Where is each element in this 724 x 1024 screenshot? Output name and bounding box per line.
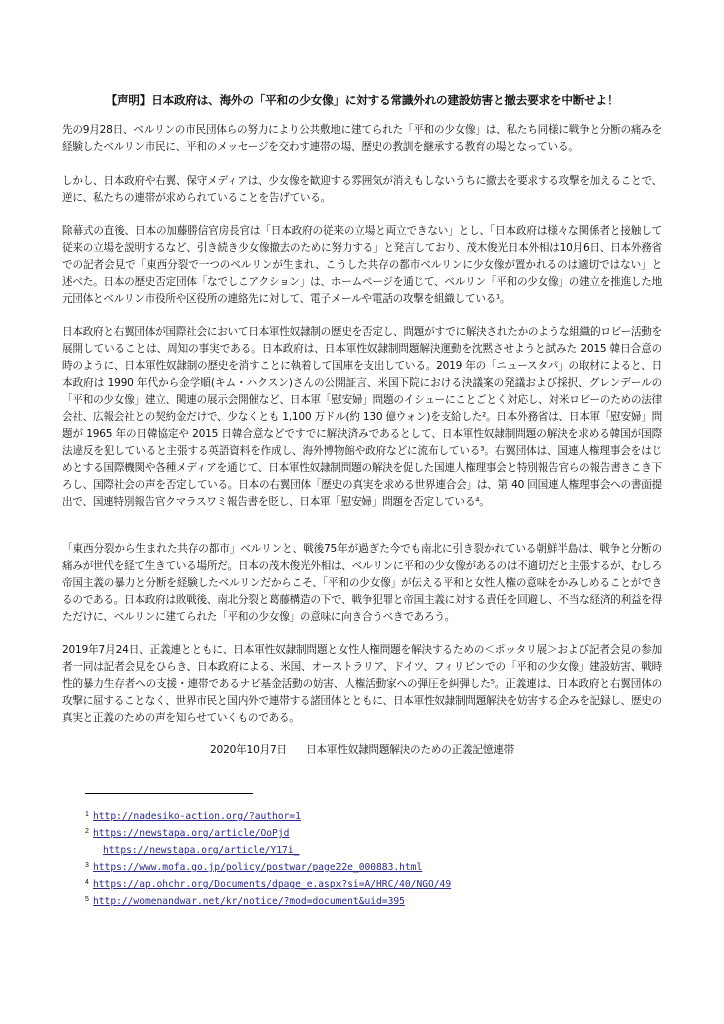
footnote-link[interactable]: https://ap.ohchr.org/Documents/dpage_e.aspx?si=A/HRC/40/NGO/49 [93, 879, 452, 890]
closing-date: 2020年10月7日 [209, 744, 287, 756]
footnotes [85, 808, 662, 910]
footnote-3 [85, 859, 662, 876]
footnote-link[interactable]: http://womenandwar.net/kr/notice/?mod=document&uid=395 [93, 896, 405, 907]
paragraph-6: 2019年7月24日、正義連とともに、日本軍性奴隷制問題と女性人権問題を解決するための＜ポッタリ展＞および記者会見の参加者一同は記者会見をひらき、日本政府による、米国、オーストラリア、ドイツ、フィリピンでの「平和の少女像」建設妨害、戦時性的暴力生存者への支援・連帯であるナビ基金活動の妨害、人権活動家への弾圧を糾弾した⁵。正義連は、日本政府と右翼団体の攻撃に屈することなく、世界市民と国内外で連帯する諸団体とともに、日本軍性奴隷制問題解決を妨害する企みを記録し、歴史の真実と正義のための声を知らせていくものである。 [62, 644, 662, 724]
footnote-number: 3 [85, 862, 89, 869]
footnote-link-secondary[interactable]: https://newstapa.org/article/Y17i_ [103, 845, 300, 856]
paragraph-4: 日本政府と右翼団体が国際社会において日本軍性奴隷制の歴史を否定し、問題がすでに解決されたかのような組織的ロビー活動を展開していることは、周知の事実である。日本政府は、日本軍性奴隷制問題解決運動を沈黙させようと試みた 2015 韓日合意の時のように、日本軍性奴隷制の歴史を消すことに執着して国庫を支出している。2019 年の「ニュースタパ」の取材によると、日本政府は 1990 年代から金学順(キム・ハクスン)さんの公開証言、米国下院における決議案の発議および採択、グレンデールの「平和の少女像」建立、関連の展示会開催など、日本軍「慰安婦」問題のイシューにことごとく対応し、対米ロビーのための法律会社、広報会社との契約金だけで、少なくとも 1,100 万ドル(約 130 億ウォン)を支給した²。日本外務省は、日本軍「慰安婦」問題が 1965 年の日韓協定や 2015 日韓合意などですでに解決済みであるとして、日本軍性奴隷制問題の解決を求める韓国が国際法違反を犯していると主張する英語資料を作成し、海外博物館や政府などに流布している³。右翼団体は、国連人権理事会をはじめとする国際機関や各種メディアを通じて、日本軍性奴隷制問題の解決を促した国連人権理事会と特別報告官らの報告書きこき下ろし、国際社会の声を否定している。日本の右翼団体「歴史の真実を求める世界連合会」は、第 40 回国連人権理事会への書面提出で、国連特別報告官クマラスワミ報告書を貶し、日本軍「慰安婦」問題を否定している⁴。 [62, 326, 662, 508]
footnote-2 [85, 825, 662, 859]
footnote-link[interactable]: https://newstapa.org/article/OoPjd [93, 828, 290, 839]
footnote-number: 1 [85, 811, 89, 818]
footnote-link[interactable]: http://nadesiko-action.org/?author=1 [93, 811, 301, 822]
footnote-1 [85, 808, 662, 825]
statement-title: 【声明】日本政府は、海外の「平和の少女像」に対する常識外れの建設妨害と撤去要求を中断せよ！ [105, 93, 619, 107]
paragraph-5: 「東西分裂から生まれた共存の都市」ベルリンと、戦後75年が過ぎた今でも南北に引き裂かれている朝鮮半島は、戦争と分断の痛みが世代を経て生きている場所だ。日本の茂木俊光外相は、ベルリンに平和の少女像があるのは不適切だと主張するが、むしろ帝国主義の暴力と分断を経験したベルリンだからこそ、「平和の少女像」が伝える平和と女性人権の意味をかみしめることができるのである。日本政府は敗戦後、南北分裂と葛藤構造の下で、戦争犯罪と帝国主義に対する責任を回避し、不当な経済的利益を得ただけに、ベルリンに建てられた「平和の少女像」の意味に向き合うべきであろう。 [62, 543, 662, 623]
footnote-4 [85, 876, 662, 893]
paragraph-1: 先の9月28日、ベルリンの市民団体らの努力により公共敷地に建てられた「平和の少女像」は、私たち同様に戦争と分断の痛みを経験したベルリン市民に、平和のメッセージを交わす連帯の場、歴史の教訓を継承する教育の場となっている。 [62, 124, 662, 153]
footnote-5 [85, 893, 662, 910]
footnote-number: 2 [85, 828, 89, 835]
closing-organization: 日本軍性奴隷問題解決のための正義記憶連帯 [306, 744, 514, 756]
paragraph-2: しかし、日本政府や右翼、保守メディアは、少女像を歓迎する雰囲気が消えもしないうちに撤去を要求する攻撃を加えることで、逆に、私たちの連帯が求められていることを告げている。 [62, 175, 662, 204]
footnote-number: 4 [85, 879, 89, 886]
footnote-number: 5 [85, 896, 89, 903]
paragraph-3: 除幕式の直後、日本の加藤勝信官房長官は「日本政府の従来の立場と両立できない」とし、「日本政府は様々な関係者と接触して従来の立場を説明するなど、引き続き少女像撤去のために努力する」と発言しており、茂木俊光日本外相は10月6日、日本外務省での記者会見で「東西分裂で一つのベルリンが生まれ、こうした共存の都市ベルリンに少女像が置かれるのは適切ではない」と述べた。日本の歴史否定団体「なでしこアクション」は、ホームページを通じて、ベルリン「平和の少女像」の建立を推進した地元団体とベルリン市役所や区役所の連絡先に対して、電子メールや電話の攻撃を組織している¹。 [62, 225, 662, 305]
closing-signature [62, 743, 662, 757]
footnote-link[interactable]: https://www.mofa.go.jp/policy/postwar/page22e_000883.html [93, 862, 423, 873]
footnote-divider [85, 793, 253, 794]
